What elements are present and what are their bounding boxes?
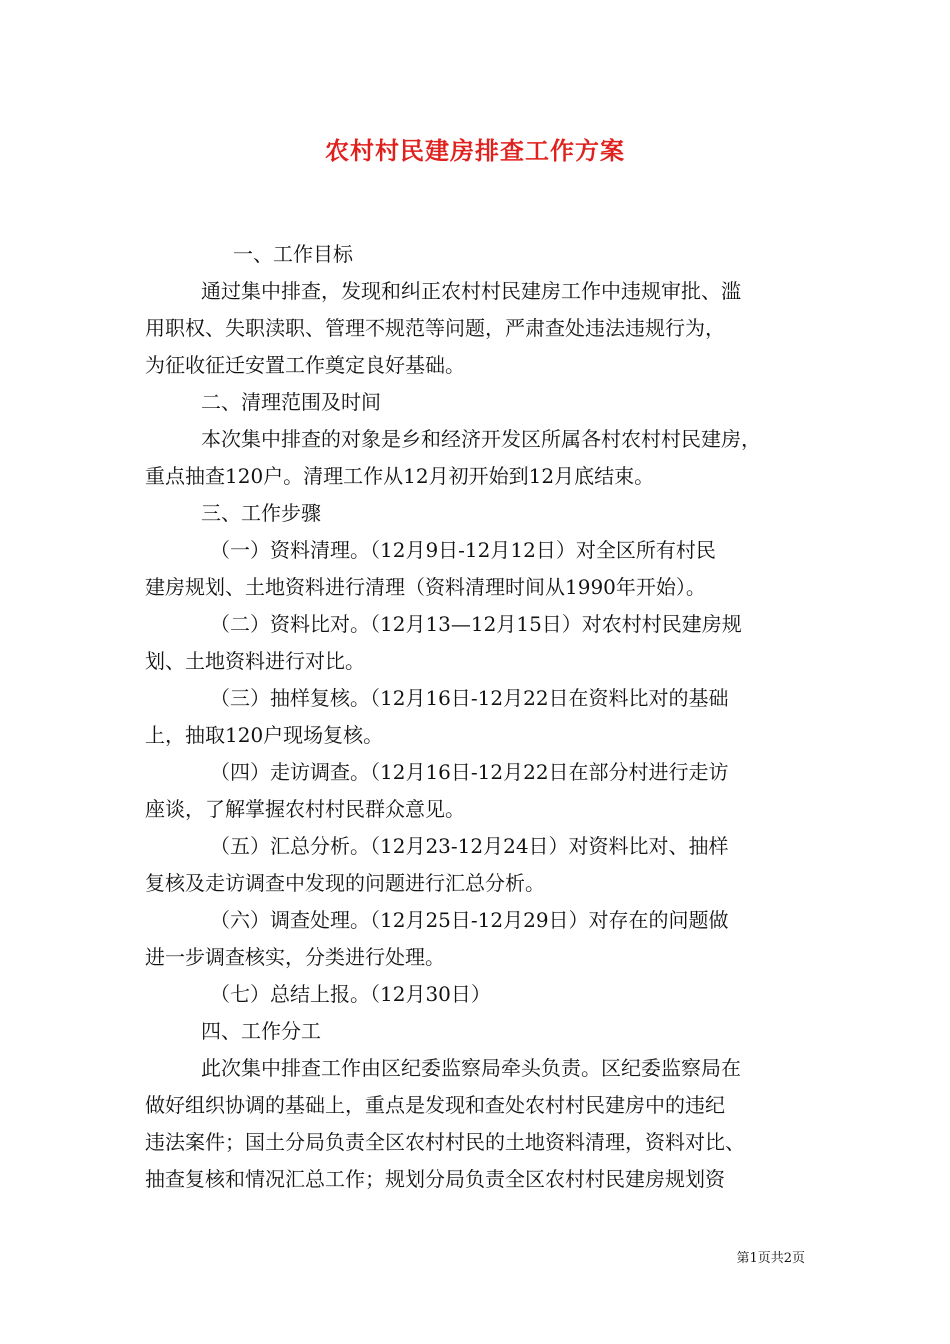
document-body (145, 236, 810, 1198)
body-line: 四、工作分工 (201, 1019, 321, 1043)
body-line: （三）抽样复核。（12月16日-12月22日在资料比对的基础 (210, 686, 729, 710)
document-title: 农村村民建房排查工作方案 (325, 136, 625, 165)
body-line: 建房规划、土地资料进行清理（资料清理时间从1990年开始）。 (145, 575, 706, 599)
body-line: 做好组织协调的基础上，重点是发现和查处农村村民建房中的违纪 (145, 1093, 725, 1117)
body-line: 违法案件；国土分局负责全区农村村民的土地资料清理，资料对比、 (145, 1130, 745, 1154)
body-line: 上，抽取120户现场复核。 (145, 723, 384, 747)
body-line: 座谈，了解掌握农村村民群众意见。 (145, 797, 465, 821)
body-line: 进一步调查核实，分类进行处理。 (145, 945, 445, 969)
body-line: （二）资料比对。（12月13—12月15日）对农村村民建房规 (210, 612, 742, 636)
body-line: 此次集中排查工作由区纪委监察局牵头负责。区纪委监察局在 (201, 1056, 741, 1080)
body-line: 用职权、失职渎职、管理不规范等问题，严肃查处违法违规行为， (145, 316, 725, 340)
body-line: 二、清理范围及时间 (201, 390, 381, 414)
body-line: （四）走访调查。（12月16日-12月22日在部分村进行走访 (210, 760, 729, 784)
body-line: 本次集中排查的对象是乡和经济开发区所属各村农村村民建房， (201, 427, 761, 451)
body-line: 一、工作目标 (233, 242, 353, 266)
body-line: （七）总结上报。（12月30日） (210, 982, 491, 1006)
body-line: （六）调查处理。（12月25日-12月29日）对存在的问题做 (210, 908, 729, 932)
body-line: 三、工作步骤 (201, 501, 321, 525)
body-line: 为征收征迁安置工作奠定良好基础。 (145, 353, 465, 377)
body-line: 抽查复核和情况汇总工作；规划分局负责全区农村村民建房规划资 (145, 1167, 725, 1191)
body-line: 重点抽查120户。清理工作从12月初开始到12月底结束。 (145, 464, 655, 488)
body-line: （五）汇总分析。（12月23-12月24日）对资料比对、抽样 (210, 834, 729, 858)
body-line: 通过集中排查，发现和纠正农村村民建房工作中违规审批、滥 (201, 279, 741, 303)
body-line: 划、土地资料进行对比。 (145, 649, 365, 673)
body-line: （一）资料清理。（12月9日-12月12日）对全区所有村民 (210, 538, 716, 562)
body-line: 复核及走访调查中发现的问题进行汇总分析。 (145, 871, 545, 895)
page-number: 第1页共2页 (736, 1251, 805, 1266)
